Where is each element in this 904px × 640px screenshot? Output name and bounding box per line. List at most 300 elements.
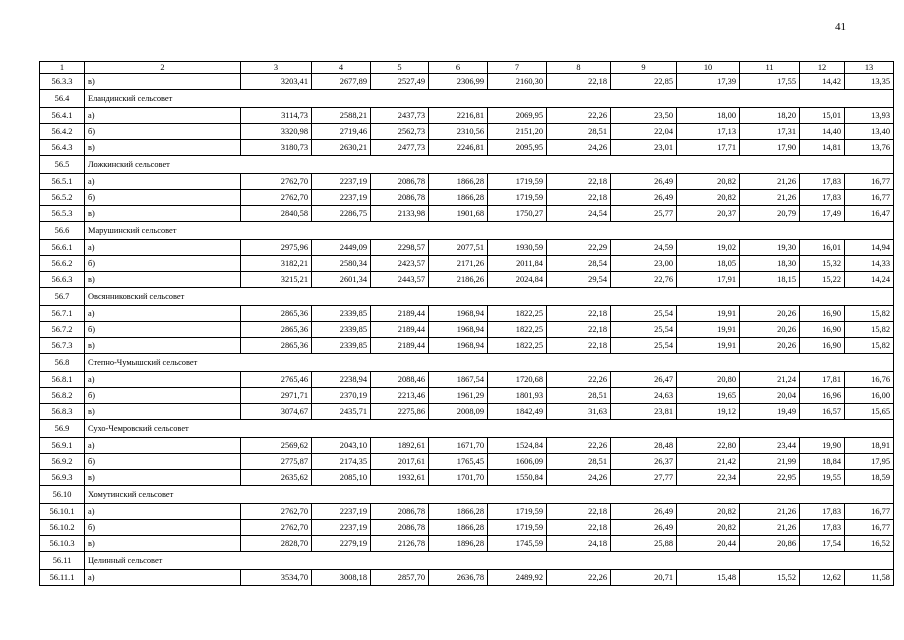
- value-cell: 18,05: [677, 256, 740, 272]
- value-cell: 2151,20: [488, 124, 547, 140]
- value-cell: 17,39: [677, 74, 740, 90]
- table-row: [40, 108, 894, 124]
- value-cell: 1961,29: [429, 388, 488, 404]
- value-cell: 2775,87: [241, 454, 312, 470]
- row-code: 56.10.1: [40, 504, 85, 520]
- variant-label: в): [85, 272, 241, 288]
- value-cell: 25,54: [611, 306, 677, 322]
- value-cell: 17,31: [740, 124, 800, 140]
- column-number-cell: 4: [312, 62, 371, 74]
- row-code: 56.10.3: [40, 536, 85, 552]
- row-code: 56.6: [40, 222, 85, 240]
- value-cell: 2088,46: [371, 372, 429, 388]
- value-cell: 2339,85: [312, 322, 371, 338]
- row-code: 56.4.1: [40, 108, 85, 124]
- section-row: [40, 90, 894, 108]
- value-cell: 23,50: [611, 108, 677, 124]
- value-cell: 15,01: [800, 108, 845, 124]
- value-cell: 1765,45: [429, 454, 488, 470]
- value-cell: 2435,71: [312, 404, 371, 420]
- value-cell: 2762,70: [241, 190, 312, 206]
- value-cell: 17,71: [677, 140, 740, 156]
- value-cell: 23,01: [611, 140, 677, 156]
- row-code: 56.11.1: [40, 570, 85, 586]
- table-row: [40, 140, 894, 156]
- value-cell: 2828,70: [241, 536, 312, 552]
- value-cell: 2840,58: [241, 206, 312, 222]
- value-cell: 16,77: [845, 190, 894, 206]
- column-number-cell: 1: [40, 62, 85, 74]
- value-cell: 24,26: [547, 140, 611, 156]
- value-cell: 2043,10: [312, 438, 371, 454]
- value-cell: 17,83: [800, 190, 845, 206]
- variant-label: а): [85, 438, 241, 454]
- value-cell: 2024,84: [488, 272, 547, 288]
- value-cell: 26,47: [611, 372, 677, 388]
- value-cell: 2298,57: [371, 240, 429, 256]
- value-cell: 1719,59: [488, 520, 547, 536]
- table-row: [40, 174, 894, 190]
- value-cell: 3182,21: [241, 256, 312, 272]
- value-cell: 17,13: [677, 124, 740, 140]
- value-cell: 15,65: [845, 404, 894, 420]
- table-row: [40, 470, 894, 486]
- value-cell: 2306,99: [429, 74, 488, 90]
- value-cell: 1822,25: [488, 306, 547, 322]
- value-cell: 19,12: [677, 404, 740, 420]
- value-cell: 20,82: [677, 504, 740, 520]
- value-cell: 22,95: [740, 470, 800, 486]
- row-code: 56.5: [40, 156, 85, 174]
- table-row: [40, 504, 894, 520]
- value-cell: 19,90: [800, 438, 845, 454]
- value-cell: 16,77: [845, 174, 894, 190]
- row-code: 56.11: [40, 552, 85, 570]
- value-cell: 2971,71: [241, 388, 312, 404]
- value-cell: 16,90: [800, 322, 845, 338]
- settlement-name: Ложкинский сельсовет: [85, 156, 894, 174]
- table-row: [40, 240, 894, 256]
- tariff-table: [39, 61, 894, 586]
- value-cell: 15,22: [800, 272, 845, 288]
- settlement-name: Хомутинский сельсовет: [85, 486, 894, 504]
- value-cell: 20,79: [740, 206, 800, 222]
- value-cell: 26,49: [611, 520, 677, 536]
- value-cell: 20,82: [677, 190, 740, 206]
- table-row: [40, 438, 894, 454]
- value-cell: 2237,19: [312, 520, 371, 536]
- table-row: [40, 388, 894, 404]
- value-cell: 28,54: [547, 256, 611, 272]
- value-cell: 2275,86: [371, 404, 429, 420]
- value-cell: 13,35: [845, 74, 894, 90]
- value-cell: 14,81: [800, 140, 845, 156]
- value-cell: 20,80: [677, 372, 740, 388]
- value-cell: 27,77: [611, 470, 677, 486]
- value-cell: 16,01: [800, 240, 845, 256]
- value-cell: 2339,85: [312, 338, 371, 354]
- value-cell: 3114,73: [241, 108, 312, 124]
- value-cell: 1524,84: [488, 438, 547, 454]
- value-cell: 22,80: [677, 438, 740, 454]
- value-cell: 2865,36: [241, 338, 312, 354]
- variant-label: а): [85, 570, 241, 586]
- table-row: [40, 404, 894, 420]
- section-row: [40, 420, 894, 438]
- table-body: [40, 62, 894, 586]
- value-cell: 2588,21: [312, 108, 371, 124]
- value-cell: 11,58: [845, 570, 894, 586]
- value-cell: 1606,09: [488, 454, 547, 470]
- variant-label: а): [85, 504, 241, 520]
- value-cell: 18,20: [740, 108, 800, 124]
- value-cell: 22,18: [547, 520, 611, 536]
- row-code: 56.9: [40, 420, 85, 438]
- row-code: 56.3.3: [40, 74, 85, 90]
- value-cell: 2126,78: [371, 536, 429, 552]
- value-cell: 24,54: [547, 206, 611, 222]
- value-cell: 2719,46: [312, 124, 371, 140]
- value-cell: 1968,94: [429, 322, 488, 338]
- value-cell: 28,48: [611, 438, 677, 454]
- value-cell: 2857,70: [371, 570, 429, 586]
- table-row: [40, 338, 894, 354]
- value-cell: 22,26: [547, 108, 611, 124]
- value-cell: 16,76: [845, 372, 894, 388]
- value-cell: 19,30: [740, 240, 800, 256]
- value-cell: 2189,44: [371, 338, 429, 354]
- value-cell: 15,82: [845, 306, 894, 322]
- value-cell: 29,54: [547, 272, 611, 288]
- value-cell: 2443,57: [371, 272, 429, 288]
- value-cell: 15,82: [845, 338, 894, 354]
- value-cell: 22,18: [547, 74, 611, 90]
- value-cell: 17,55: [740, 74, 800, 90]
- value-cell: 20,04: [740, 388, 800, 404]
- value-cell: 22,76: [611, 272, 677, 288]
- value-cell: 3008,18: [312, 570, 371, 586]
- value-cell: 19,91: [677, 306, 740, 322]
- value-cell: 22,26: [547, 438, 611, 454]
- value-cell: 31,63: [547, 404, 611, 420]
- value-cell: 12,62: [800, 570, 845, 586]
- settlement-name: Сухо-Чемровский сельсовет: [85, 420, 894, 438]
- column-number-cell: 11: [740, 62, 800, 74]
- value-cell: 17,83: [800, 174, 845, 190]
- variant-label: в): [85, 140, 241, 156]
- value-cell: 2423,57: [371, 256, 429, 272]
- row-code: 56.5.2: [40, 190, 85, 206]
- row-code: 56.8.2: [40, 388, 85, 404]
- value-cell: 2527,49: [371, 74, 429, 90]
- row-code: 56.5.3: [40, 206, 85, 222]
- value-cell: 28,51: [547, 454, 611, 470]
- value-cell: 20,71: [611, 570, 677, 586]
- value-cell: 16,90: [800, 338, 845, 354]
- value-cell: 14,33: [845, 256, 894, 272]
- value-cell: 1968,94: [429, 306, 488, 322]
- value-cell: 1867,54: [429, 372, 488, 388]
- value-cell: 3320,98: [241, 124, 312, 140]
- value-cell: 22,18: [547, 338, 611, 354]
- value-cell: 1719,59: [488, 504, 547, 520]
- variant-label: в): [85, 470, 241, 486]
- variant-label: б): [85, 256, 241, 272]
- value-cell: 2562,73: [371, 124, 429, 140]
- variant-label: а): [85, 306, 241, 322]
- value-cell: 2086,78: [371, 520, 429, 536]
- value-cell: 28,51: [547, 124, 611, 140]
- value-cell: 17,90: [740, 140, 800, 156]
- value-cell: 2085,10: [312, 470, 371, 486]
- column-number-cell: 13: [845, 62, 894, 74]
- row-code: 56.4.2: [40, 124, 85, 140]
- value-cell: 22,18: [547, 504, 611, 520]
- table-row: [40, 536, 894, 552]
- value-cell: 19,55: [800, 470, 845, 486]
- row-code: 56.8.1: [40, 372, 85, 388]
- section-row: [40, 222, 894, 240]
- value-cell: 16,47: [845, 206, 894, 222]
- value-cell: 20,82: [677, 520, 740, 536]
- value-cell: 22,18: [547, 190, 611, 206]
- value-cell: 24,26: [547, 470, 611, 486]
- value-cell: 13,40: [845, 124, 894, 140]
- variant-label: а): [85, 240, 241, 256]
- value-cell: 1719,59: [488, 174, 547, 190]
- value-cell: 2975,96: [241, 240, 312, 256]
- column-number-cell: 6: [429, 62, 488, 74]
- section-row: [40, 288, 894, 306]
- value-cell: 17,95: [845, 454, 894, 470]
- value-cell: 22,04: [611, 124, 677, 140]
- column-number-cell: 8: [547, 62, 611, 74]
- value-cell: 20,26: [740, 338, 800, 354]
- value-cell: 2636,78: [429, 570, 488, 586]
- value-cell: 16,52: [845, 536, 894, 552]
- row-code: 56.4.3: [40, 140, 85, 156]
- value-cell: 13,76: [845, 140, 894, 156]
- value-cell: 2213,46: [371, 388, 429, 404]
- value-cell: 19,65: [677, 388, 740, 404]
- variant-label: в): [85, 536, 241, 552]
- value-cell: 23,00: [611, 256, 677, 272]
- column-number-cell: 5: [371, 62, 429, 74]
- value-cell: 3534,70: [241, 570, 312, 586]
- row-code: 56.7.2: [40, 322, 85, 338]
- value-cell: 1842,49: [488, 404, 547, 420]
- row-code: 56.10.2: [40, 520, 85, 536]
- variant-label: в): [85, 74, 241, 90]
- table-row: [40, 272, 894, 288]
- value-cell: 1866,28: [429, 190, 488, 206]
- value-cell: 17,83: [800, 504, 845, 520]
- value-cell: 2580,34: [312, 256, 371, 272]
- value-cell: 18,84: [800, 454, 845, 470]
- table-row: [40, 124, 894, 140]
- value-cell: 1750,27: [488, 206, 547, 222]
- value-cell: 2171,26: [429, 256, 488, 272]
- value-cell: 22,34: [677, 470, 740, 486]
- value-cell: 26,49: [611, 174, 677, 190]
- value-cell: 2279,19: [312, 536, 371, 552]
- value-cell: 1822,25: [488, 338, 547, 354]
- row-code: 56.4: [40, 90, 85, 108]
- value-cell: 17,49: [800, 206, 845, 222]
- row-code: 56.6.3: [40, 272, 85, 288]
- value-cell: 1822,25: [488, 322, 547, 338]
- value-cell: 2635,62: [241, 470, 312, 486]
- value-cell: 2133,98: [371, 206, 429, 222]
- column-number-cell: 7: [488, 62, 547, 74]
- value-cell: 25,54: [611, 338, 677, 354]
- value-cell: 1745,59: [488, 536, 547, 552]
- variant-label: в): [85, 338, 241, 354]
- value-cell: 2174,35: [312, 454, 371, 470]
- value-cell: 22,26: [547, 372, 611, 388]
- variant-label: а): [85, 108, 241, 124]
- row-code: 56.5.1: [40, 174, 85, 190]
- section-row: [40, 552, 894, 570]
- value-cell: 14,42: [800, 74, 845, 90]
- value-cell: 16,90: [800, 306, 845, 322]
- variant-label: б): [85, 124, 241, 140]
- value-cell: 20,82: [677, 174, 740, 190]
- value-cell: 22,29: [547, 240, 611, 256]
- value-cell: 2286,75: [312, 206, 371, 222]
- value-cell: 2238,94: [312, 372, 371, 388]
- value-cell: 3180,73: [241, 140, 312, 156]
- value-cell: 18,30: [740, 256, 800, 272]
- row-code: 56.8.3: [40, 404, 85, 420]
- value-cell: 15,52: [740, 570, 800, 586]
- table-row: [40, 322, 894, 338]
- row-code: 56.9.3: [40, 470, 85, 486]
- value-cell: 14,24: [845, 272, 894, 288]
- value-cell: 2630,21: [312, 140, 371, 156]
- table-row: [40, 190, 894, 206]
- settlement-name: Марушинский сельсовет: [85, 222, 894, 240]
- value-cell: 1866,28: [429, 520, 488, 536]
- value-cell: 17,83: [800, 520, 845, 536]
- variant-label: в): [85, 206, 241, 222]
- value-cell: 20,26: [740, 322, 800, 338]
- value-cell: 2008,09: [429, 404, 488, 420]
- variant-label: б): [85, 388, 241, 404]
- value-cell: 2237,19: [312, 504, 371, 520]
- value-cell: 1801,93: [488, 388, 547, 404]
- column-number-row: [40, 62, 894, 74]
- value-cell: 19,91: [677, 338, 740, 354]
- value-cell: 19,02: [677, 240, 740, 256]
- value-cell: 2086,78: [371, 190, 429, 206]
- value-cell: 2569,62: [241, 438, 312, 454]
- value-cell: 2437,73: [371, 108, 429, 124]
- value-cell: 2762,70: [241, 504, 312, 520]
- value-cell: 15,48: [677, 570, 740, 586]
- value-cell: 17,81: [800, 372, 845, 388]
- value-cell: 20,44: [677, 536, 740, 552]
- value-cell: 17,91: [677, 272, 740, 288]
- value-cell: 22,26: [547, 570, 611, 586]
- variant-label: а): [85, 174, 241, 190]
- value-cell: 15,82: [845, 322, 894, 338]
- value-cell: 20,37: [677, 206, 740, 222]
- value-cell: 2339,85: [312, 306, 371, 322]
- value-cell: 24,18: [547, 536, 611, 552]
- value-cell: 2370,19: [312, 388, 371, 404]
- value-cell: 2160,30: [488, 74, 547, 90]
- column-number-cell: 3: [241, 62, 312, 74]
- settlement-name: Еландинский сельсовет: [85, 90, 894, 108]
- value-cell: 14,40: [800, 124, 845, 140]
- value-cell: 2216,81: [429, 108, 488, 124]
- table-row: [40, 454, 894, 470]
- variant-label: в): [85, 404, 241, 420]
- value-cell: 2189,44: [371, 322, 429, 338]
- value-cell: 1701,70: [429, 470, 488, 486]
- value-cell: 16,00: [845, 388, 894, 404]
- table-row: [40, 306, 894, 322]
- value-cell: 1968,94: [429, 338, 488, 354]
- value-cell: 19,49: [740, 404, 800, 420]
- variant-label: а): [85, 372, 241, 388]
- value-cell: 13,93: [845, 108, 894, 124]
- value-cell: 22,18: [547, 174, 611, 190]
- value-cell: 21,24: [740, 372, 800, 388]
- row-code: 56.7.1: [40, 306, 85, 322]
- table-row: [40, 520, 894, 536]
- value-cell: 22,18: [547, 322, 611, 338]
- value-cell: 1866,28: [429, 174, 488, 190]
- value-cell: 26,37: [611, 454, 677, 470]
- settlement-name: Овсянниковский сельсовет: [85, 288, 894, 306]
- value-cell: 21,26: [740, 174, 800, 190]
- row-code: 56.9.2: [40, 454, 85, 470]
- value-cell: 26,49: [611, 504, 677, 520]
- value-cell: 20,26: [740, 306, 800, 322]
- value-cell: 2449,09: [312, 240, 371, 256]
- row-code: 56.7.3: [40, 338, 85, 354]
- value-cell: 14,94: [845, 240, 894, 256]
- value-cell: 23,81: [611, 404, 677, 420]
- value-cell: 22,18: [547, 306, 611, 322]
- value-cell: 21,42: [677, 454, 740, 470]
- value-cell: 1901,68: [429, 206, 488, 222]
- value-cell: 21,26: [740, 504, 800, 520]
- column-number-cell: 10: [677, 62, 740, 74]
- value-cell: 2186,26: [429, 272, 488, 288]
- value-cell: 1720,68: [488, 372, 547, 388]
- value-cell: 28,51: [547, 388, 611, 404]
- value-cell: 15,32: [800, 256, 845, 272]
- section-row: [40, 486, 894, 504]
- value-cell: 2865,36: [241, 306, 312, 322]
- value-cell: 21,26: [740, 520, 800, 536]
- value-cell: 26,49: [611, 190, 677, 206]
- value-cell: 2601,34: [312, 272, 371, 288]
- value-cell: 2765,46: [241, 372, 312, 388]
- value-cell: 20,86: [740, 536, 800, 552]
- value-cell: 2477,73: [371, 140, 429, 156]
- column-number-cell: 2: [85, 62, 241, 74]
- variant-label: б): [85, 322, 241, 338]
- value-cell: 16,57: [800, 404, 845, 420]
- value-cell: 3215,21: [241, 272, 312, 288]
- value-cell: 3203,41: [241, 74, 312, 90]
- value-cell: 18,59: [845, 470, 894, 486]
- value-cell: 25,77: [611, 206, 677, 222]
